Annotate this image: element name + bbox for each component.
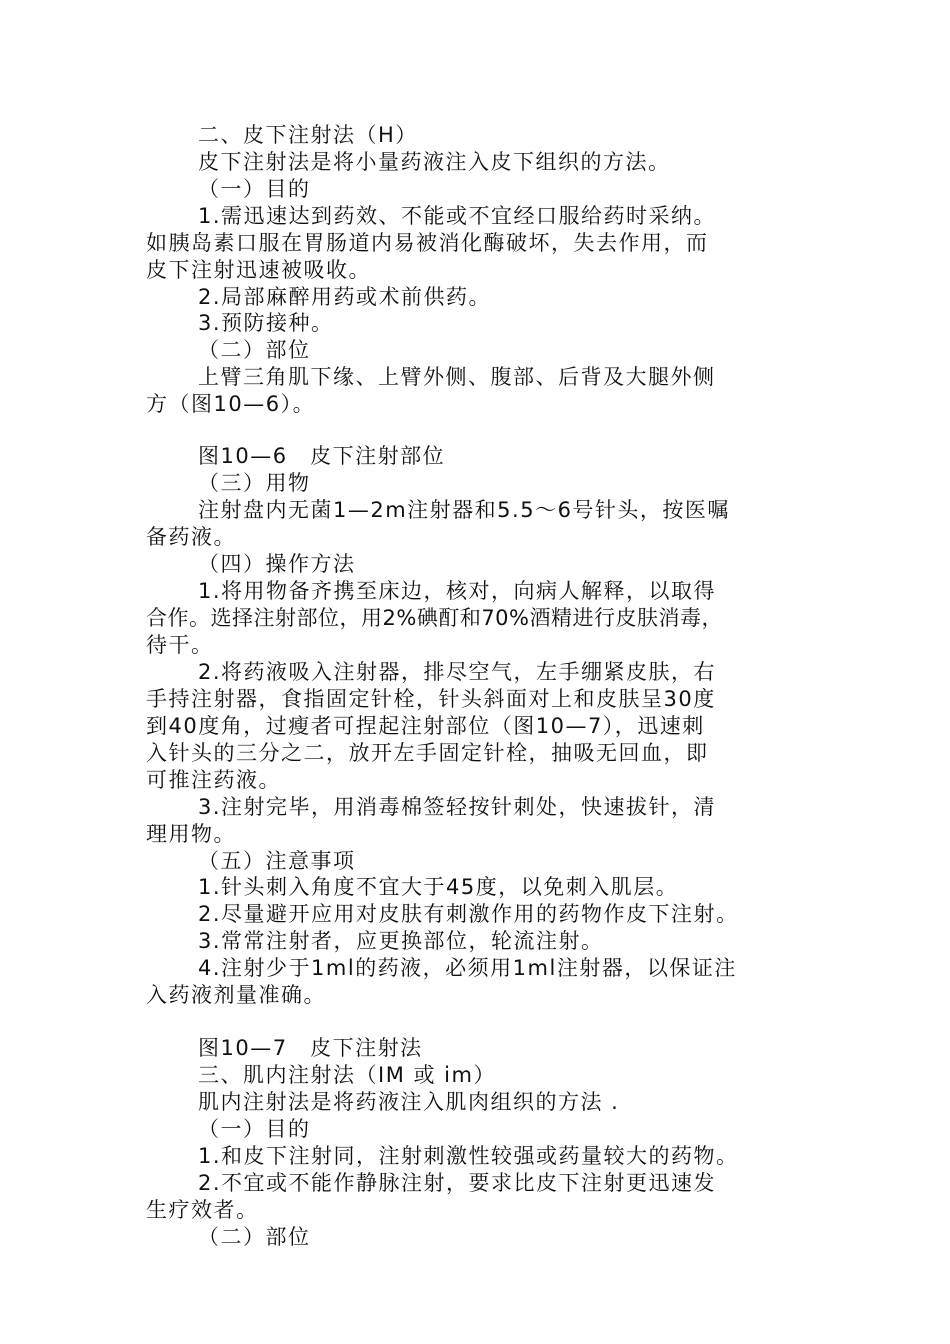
paragraph-line: 手持注射器，食指固定针栓，针头斜面对上和皮肤呈30度 <box>146 687 716 711</box>
paragraph-line: 4.注射少于1ml的药液，必须用1ml注射器，以保证注 <box>198 956 737 980</box>
paragraph-line: 皮下注射迅速被吸收。 <box>146 258 371 282</box>
paragraph-line: 1.将用物备齐携至床边，核对，向病人解释，以取得 <box>198 579 717 603</box>
paragraph-line: 3.预防接种。 <box>198 311 334 335</box>
paragraph-line: 1.和皮下注射同，注射刺激性较强或药量较大的药物。 <box>198 1144 739 1168</box>
paragraph-line: 肌内注射法是将药液注入肌肉组织的方法 . <box>198 1090 620 1114</box>
subsection-heading: （五）注意事项 <box>198 849 356 873</box>
paragraph-line: 备药液。 <box>146 525 236 549</box>
paragraph-line: 皮下注射法是将小量药液注入皮下组织的方法。 <box>198 150 671 174</box>
paragraph-line: 1.需迅速达到药效、不能或不宜经口服给药时采纳。 <box>198 204 717 228</box>
figure-caption: 图10—7 皮下注射法 <box>198 1036 423 1060</box>
paragraph-line: 上臂三角肌下缘、上臂外侧、腹部、后背及大腿外侧 <box>198 365 716 389</box>
subsection-heading: （一）目的 <box>198 1117 311 1141</box>
paragraph-line: 如胰岛素口服在胃肠道内易被消化酶破坏，失去作用，而 <box>146 231 709 255</box>
paragraph-line: 方（图10—6）。 <box>146 392 316 416</box>
paragraph-line: 3.常常注射者，应更换部位，轮流注射。 <box>198 929 604 953</box>
paragraph-line: 到40度角，过瘦者可捏起注射部位（图10—7），迅速刺 <box>146 714 705 738</box>
paragraph-line: 2.尽量避开应用对皮肤有刺激作用的药物作皮下注射。 <box>198 902 739 926</box>
paragraph-line: 2.局部麻醉用药或术前供药。 <box>198 285 492 309</box>
paragraph-line: 入药液剂量准确。 <box>146 983 326 1007</box>
paragraph-line: 可推注药液。 <box>146 768 281 792</box>
subsection-heading: （三）用物 <box>198 471 311 495</box>
paragraph-line: 2.将药液吸入注射器，排尽空气，左手绷紧皮肤，右 <box>198 660 717 684</box>
section-heading: 三、肌内注射法（IM 或 im） <box>198 1063 496 1087</box>
paragraph-line: 注射盘内无菌1—2m注射器和5.5～6号针头，按医嘱 <box>198 498 730 522</box>
paragraph-line: 生疗效者。 <box>146 1198 259 1222</box>
paragraph-line: 待干。 <box>146 633 214 657</box>
subsection-heading: （二）部位 <box>198 1225 311 1249</box>
paragraph-line: 2.不宜或不能作静脉注射，要求比皮下注射更迅速发 <box>198 1171 717 1195</box>
paragraph-line: 1.针头刺入角度不宜大于45度，以免刺入肌层。 <box>198 875 679 899</box>
subsection-heading: （一）目的 <box>198 177 311 201</box>
paragraph-line: 入针头的三分之二，放开左手固定针栓，抽吸无回血，即 <box>146 741 709 765</box>
figure-caption: 图10—6 皮下注射部位 <box>198 444 446 468</box>
paragraph-line: 3.注射完毕，用消毒棉签轻按针刺处，快速拔针，清 <box>198 795 717 819</box>
section-heading: 二、皮下注射法（H） <box>198 123 418 147</box>
subsection-heading: （四）操作方法 <box>198 552 356 576</box>
paragraph-line: 合作。选择注射部位，用2%碘酊和70%酒精进行皮肤消毒， <box>146 606 723 630</box>
subsection-heading: （二）部位 <box>198 338 311 362</box>
paragraph-line: 理用物。 <box>146 822 236 846</box>
